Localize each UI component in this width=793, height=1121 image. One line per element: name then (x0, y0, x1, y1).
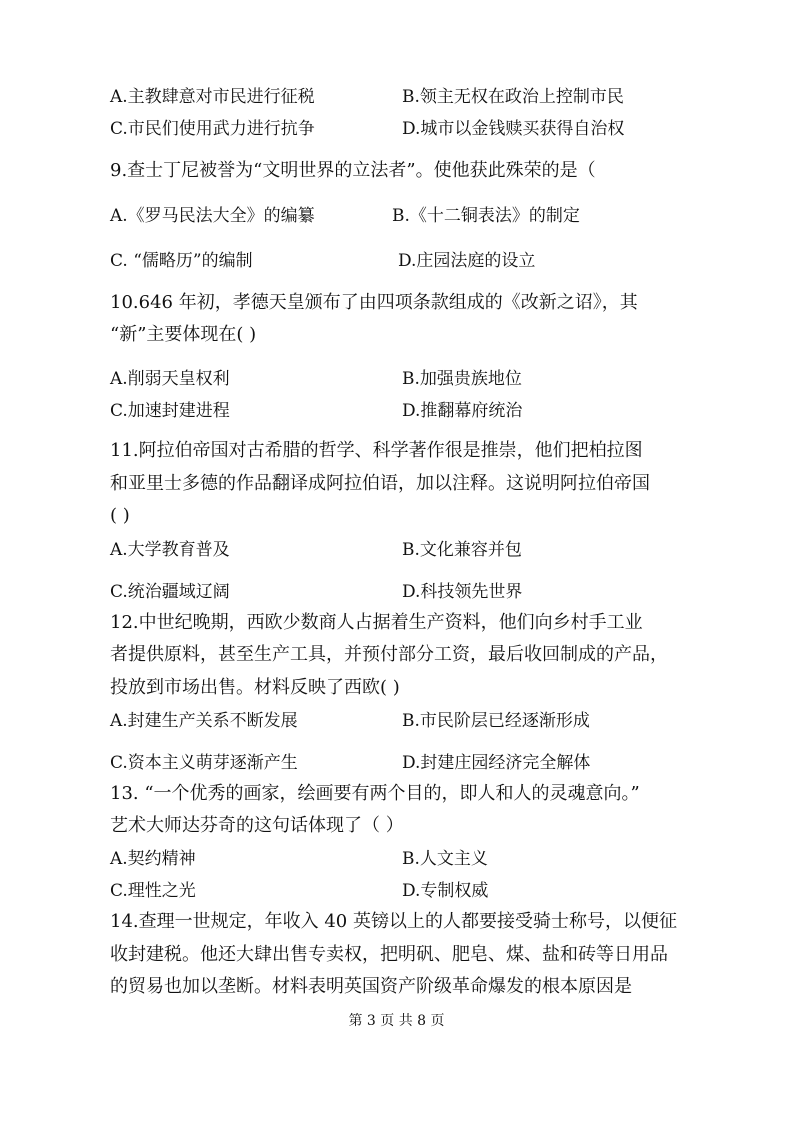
option-12d: D.封建庄园经济完全解体 (402, 753, 591, 773)
option-11a: A.大学教育普及 (110, 540, 230, 560)
option-13c: C.理性之光 (110, 881, 196, 901)
question-14-line-2: 收封建税。他还大肆出售专卖权，把明矾、肥皂、煤、盐和砖等日用品 (110, 944, 668, 965)
question-12-line-3: 投放到市场出售。材料反映了西欧( ) (110, 677, 400, 698)
question-14-line-1: 14.查理一世规定，年收入 40 英镑以上的人都要接受骑士称号，以便征 (110, 911, 677, 932)
question-11-line-1: 11.阿拉伯帝国对古希腊的哲学、科学著作很是推崇，他们把柏拉图 (110, 440, 643, 461)
question-13-line-1: 13. “一个优秀的画家，绘画要有两个目的，即人和人的灵魂意向。” (110, 783, 640, 804)
question-13-line-2: 艺术大师达芬奇的这句话体现了（ ） (110, 815, 404, 836)
question-9-text: 9.查士丁尼被誉为“文明世界的立法者”。使他获此殊荣的是（ (110, 160, 596, 181)
option-11c: C.统治疆域辽阔 (110, 582, 230, 602)
option-12a: A.封建生产关系不断发展 (110, 711, 298, 731)
question-10-line-1: 10.646 年初，孝德天皇颁布了由四项条款组成的《改新之诏》，其 (110, 292, 638, 313)
option-9b: B.《十二铜表法》的制定 (392, 206, 580, 226)
option-9c: C. “儒略历”的编制 (110, 251, 253, 271)
option-10c: C.加速封建进程 (110, 401, 230, 421)
option-10b: B.加强贵族地位 (402, 369, 522, 389)
option-8b: B.领主无权在政治上控制市民 (402, 87, 624, 107)
question-12-line-2: 者提供原料，甚至生产工具，并预付部分工资，最后收回制成的产品， (110, 644, 668, 665)
question-11-line-2: 和亚里士多德的作品翻译成阿拉伯语，加以注释。这说明阿拉伯帝国 (110, 473, 650, 494)
option-8d: D.城市以金钱赎买获得自治权 (402, 119, 625, 139)
option-9a: A.《罗马民法大全》的编纂 (110, 206, 315, 226)
option-13d: D.专制权威 (402, 881, 489, 901)
question-12-line-1: 12.中世纪晚期，西欧少数商人占据着生产资料，他们向乡村手工业 (110, 612, 643, 633)
option-10d: D.推翻幕府统治 (402, 401, 523, 421)
option-12b: B.市民阶层已经逐渐形成 (402, 711, 590, 731)
option-9d: D.庄园法庭的设立 (398, 251, 536, 271)
option-13a: A.契约精神 (110, 849, 196, 869)
question-14-line-3: 的贸易也加以垄断。材料表明英国资产阶级革命爆发的根本原因是 (110, 976, 632, 997)
option-12c: C.资本主义萌芽逐渐产生 (110, 753, 298, 773)
option-8c: C.市民们使用武力进行抗争 (110, 119, 315, 139)
option-8a: A.主教肆意对市民进行征税 (110, 87, 315, 107)
question-11-line-3: ( ) (110, 505, 130, 526)
option-10a: A.削弱天皇权利 (110, 369, 230, 389)
option-13b: B.人文主义 (402, 849, 488, 869)
question-10-line-2: “新”主要体现在( ) (110, 324, 257, 345)
page-number-footer: 第 3 页 共 8 页 (348, 1013, 445, 1029)
option-11b: B.文化兼容并包 (402, 540, 522, 560)
option-11d: D.科技领先世界 (402, 582, 523, 602)
